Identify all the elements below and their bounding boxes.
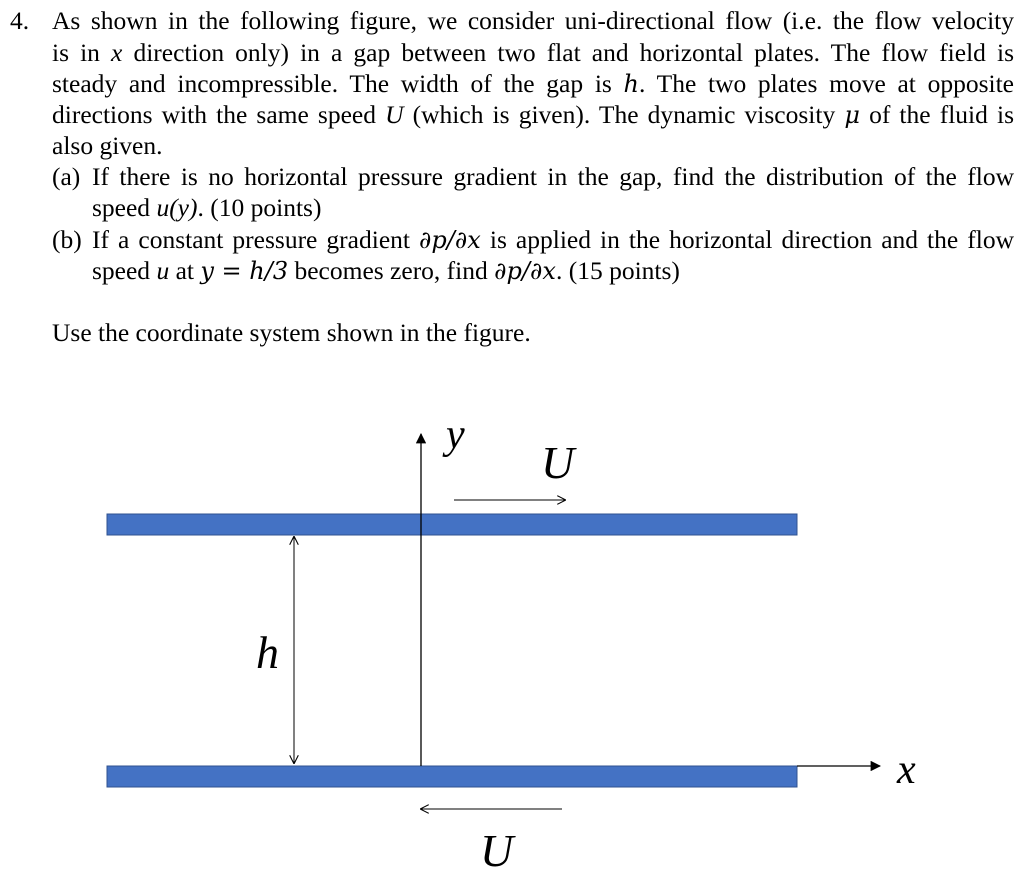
flow-figure	[0, 400, 1024, 879]
statement-line-5: also given.	[52, 131, 163, 160]
problem-number: 4.	[10, 6, 30, 35]
part-a-line-1: If there is no horizontal pressure gradient in the gap, find the distribution of the flow	[92, 162, 1014, 191]
x-axis-label: x	[897, 747, 916, 793]
statement-line-2: is in x direction only) in a gap between two flat and horizontal plates. The flow field is	[52, 38, 1014, 67]
top-velocity-label: U	[541, 437, 575, 488]
part-b-line-1: If a constant pressure gradient ∂p/∂x is applied in the horizontal direction and the flow	[92, 225, 1014, 254]
gap-label: h	[256, 627, 279, 678]
statement-line-4: directions with the same speed U (which is given). The dynamic viscosity μ of the fluid is	[52, 100, 1014, 129]
part-a-line-2: speed u(y). (10 points)	[92, 193, 322, 222]
part-b-label: (b)	[52, 225, 82, 254]
part-b-line-2: speed u at y = h/3 becomes zero, find ∂p/∂x. (15 points)	[92, 256, 680, 285]
bottom-plate	[107, 766, 797, 787]
bottom-velocity-label: U	[480, 825, 514, 876]
flow-diagram	[0, 400, 1024, 879]
statement-line-1: As shown in the following figure, we consider uni-directional flow (i.e. the flow velocity	[52, 6, 1014, 35]
coordinate-note: Use the coordinate system shown in the figure.	[52, 318, 531, 347]
y-axis-label: y	[446, 412, 465, 458]
top-plate	[107, 514, 797, 535]
part-a-label: (a)	[52, 162, 81, 191]
statement-line-3: steady and incompressible. The width of the gap is h. The two plates move at opposite	[52, 69, 1014, 98]
